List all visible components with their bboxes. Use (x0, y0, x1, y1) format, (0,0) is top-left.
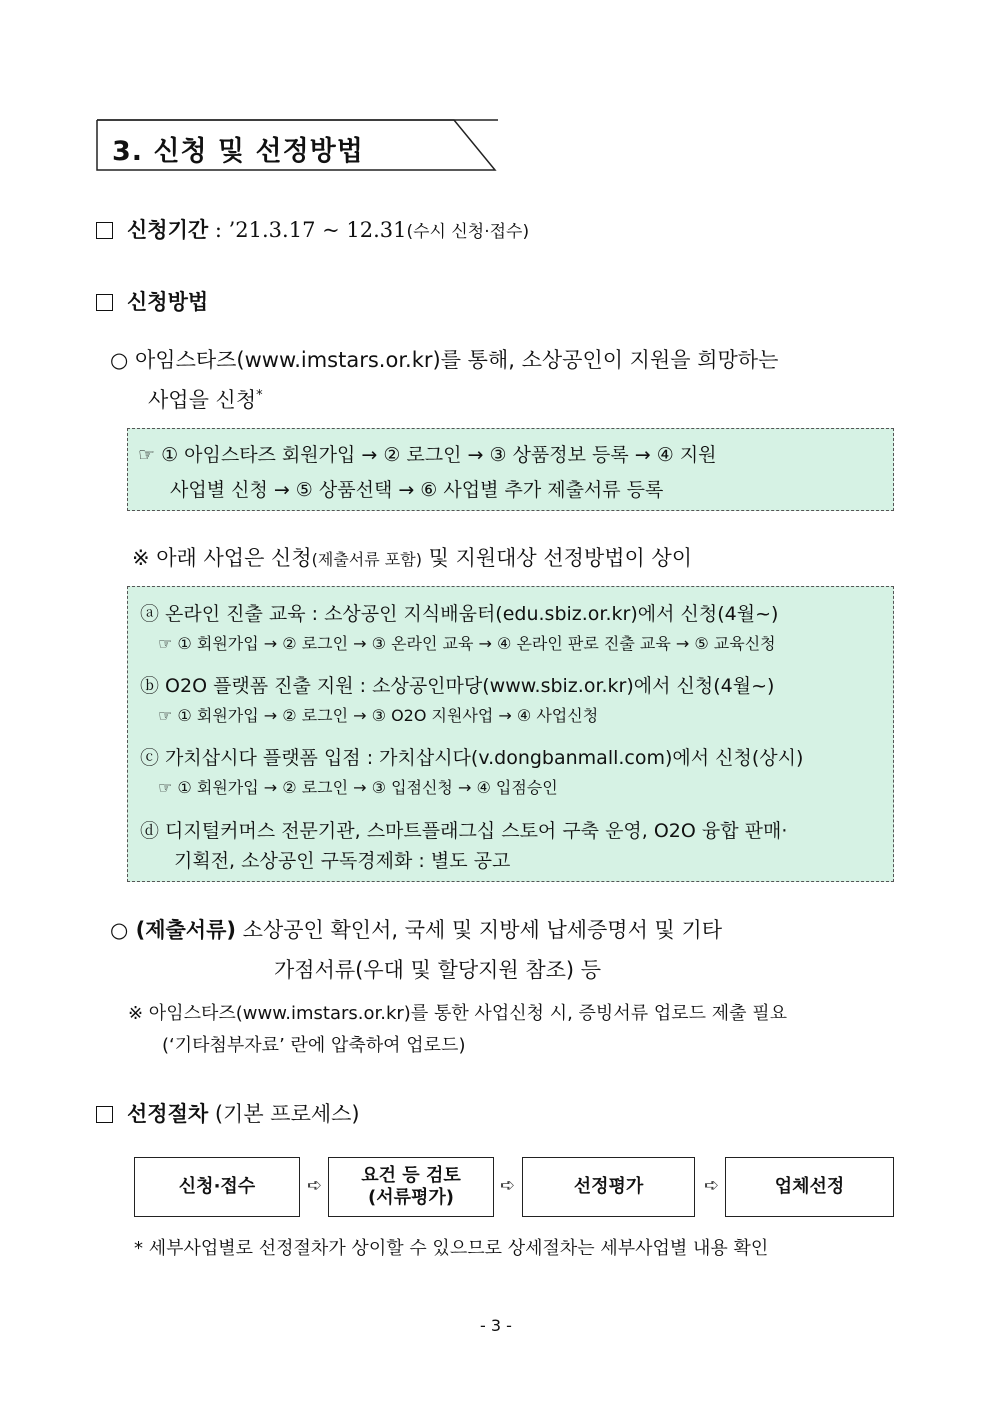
program-d-line2: 기획전, 소상공인 구독경제화 : 별도 공고 (174, 850, 511, 872)
steps-box (127, 428, 894, 511)
selection-label: 선정절차 (127, 1102, 209, 1126)
exception-prefix: ※ 아래 사업은 신청 (132, 546, 312, 570)
process-step-review-line2: (서류평가) (367, 1187, 454, 1208)
method-bullet-line1: ○ 아임스타즈(www.imstars.or.kr)를 통해, 소상공인이 지원을 희망하는 (110, 348, 779, 372)
docs-label: ○ (제출서류) (110, 918, 236, 942)
period-label: 신청기간 (127, 218, 209, 242)
checkbox-square-icon (96, 1106, 113, 1123)
program-d-main: ⓓ 디지털커머스 전문기관, 스마트플래그십 스토어 구축 운영, O2O 융합 판매· (140, 820, 788, 842)
docs-note-line1: ※ 아임스타즈(www.imstars.or.kr)를 통한 사업신청 시, 증빙서류 업로드 제출 필요 (128, 1003, 787, 1024)
checkbox-square-icon (96, 294, 113, 311)
method-bullet-line2 (148, 384, 263, 414)
exception-suffix: 및 지원대상 선정방법이 상이 (421, 546, 693, 570)
programs-box (127, 586, 894, 882)
program-c-main: ⓒ 가치삽시다 플랫폼 입점 : 가치삽시다(v.dongbanmall.com)에서 신청(상시) (140, 747, 804, 769)
docs-text1: 소상공인 확인서, 국세 및 지방세 납세증명서 및 기타 (242, 918, 723, 942)
method-bullet-line2-text: 사업을 신청 (148, 388, 257, 412)
section-title: 3. 신청 및 선정방법 (112, 136, 364, 167)
period-value: : ’21.3.17 ~ 12.31 (214, 218, 407, 242)
docs-line2: 가점서류(우대 및 할당지원 참조) 등 (274, 958, 602, 982)
selection-row (96, 1098, 360, 1128)
program-a-steps: ☞ ① 회원가입 → ② 로그인 → ③ 온라인 교육 → ④ 온라인 판로 진출 교육 → ⑤ 교육신청 (158, 634, 776, 653)
steps-line1: ☞ ① 아임스타즈 회원가입 → ② 로그인 → ③ 상품정보 등록 → ④ 지원 (138, 444, 717, 466)
program-b-main: ⓑ O2O 플랫폼 진출 지원 : 소상공인마당(www.sbiz.or.kr)에서 신청(4월~) (140, 675, 775, 697)
steps-line2: 사업별 신청 → ⑤ 상품선택 → ⑥ 사업별 추가 제출서류 등록 (170, 479, 664, 501)
program-c-steps: ☞ ① 회원가입 → ② 로그인 → ③ 입점신청 → ④ 입점승인 (158, 778, 558, 797)
arrow-right-icon: ➪ (500, 1175, 516, 1196)
process-step-evaluate: 선정평가 (522, 1157, 695, 1217)
method-row (96, 286, 208, 316)
process-step-review-line1: 요건 등 검토 (361, 1165, 461, 1187)
process-step-select: 업체선정 (725, 1157, 894, 1217)
arrow-right-icon: ➪ (704, 1175, 720, 1196)
process-step-review (328, 1157, 494, 1217)
selection-label-suffix: (기본 프로세스) (214, 1102, 360, 1126)
docs-line1 (110, 914, 722, 944)
program-a-main: ⓐ 온라인 진출 교육 : 소상공인 지식배움터(edu.sbiz.or.kr)에서 신청(4월~) (140, 603, 779, 625)
period-row (96, 214, 529, 244)
page-number: - 3 - (480, 1316, 512, 1335)
period-note: (수시 신청·접수) (406, 222, 530, 242)
exception-heading (132, 542, 692, 572)
selection-footnote: * 세부사업별로 선정절차가 상이할 수 있으므로 상세절차는 세부사업별 내용 확인 (134, 1238, 769, 1259)
arrow-right-icon: ➪ (307, 1175, 323, 1196)
method-label: 신청방법 (127, 290, 209, 314)
process-step-apply: 신청·접수 (134, 1157, 300, 1217)
section-title-box (96, 119, 496, 171)
docs-note-line2: (‘기타첨부자료’ 란에 압축하여 업로드) (162, 1035, 466, 1056)
footnote-mark: * (256, 388, 263, 403)
checkbox-square-icon (96, 222, 113, 239)
program-b-steps: ☞ ① 회원가입 → ② 로그인 → ③ O2O 지원사업 → ④ 사업신청 (158, 706, 599, 725)
exception-small: (제출서류 포함) (311, 550, 422, 569)
